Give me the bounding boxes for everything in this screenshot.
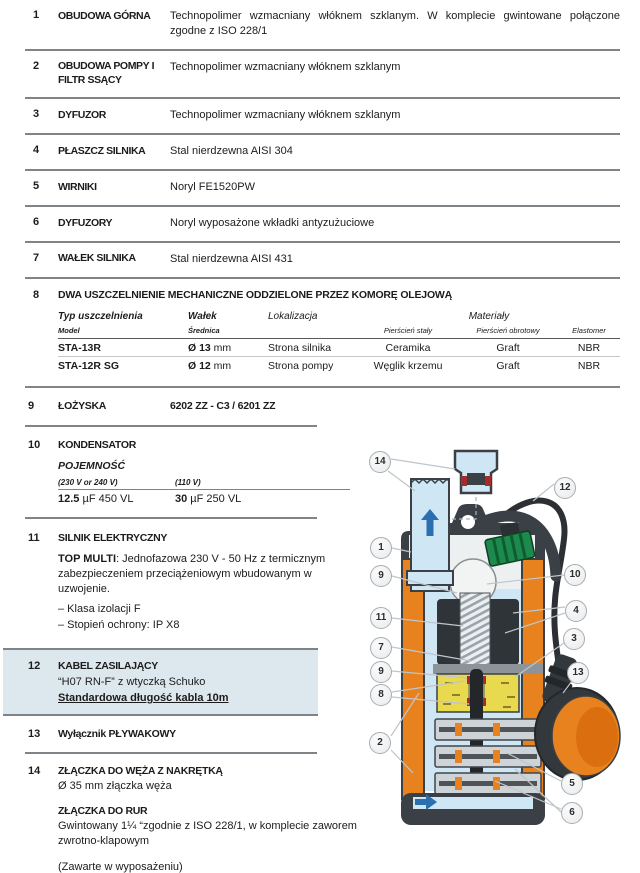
row-number: 6 [33, 216, 40, 228]
row-number: 10 [28, 438, 41, 451]
voltage-header-230: (230 V or 240 V) [58, 477, 118, 487]
capacitor-voltage-headers [58, 478, 350, 490]
diagram-callout-2: 2 [369, 732, 391, 754]
component-description: Noryl FE1520PW [170, 181, 255, 194]
column-header: Typ uszczelnienia [58, 310, 143, 322]
diagram-callout-13: 13 [567, 662, 589, 684]
bearings-row [25, 388, 317, 427]
seal-stationary-ring: Ceramika [385, 341, 431, 354]
motor-row [25, 519, 326, 650]
capacitance-value: 30 [175, 492, 188, 505]
motor-spec-text: : Jednofazowa 230 V - 50 Hz z termicznym zabezpieczeniem przeciążeniowym wbudowanym w uzwojenie. [58, 552, 326, 596]
diagram-callout-1: 1 [370, 537, 392, 559]
motor-description [58, 552, 354, 598]
cable-type: “H07 RN-F” z wtyczką Schuko [58, 676, 206, 689]
seal-rotating-ring: Graft [496, 341, 520, 354]
seal-rotating-ring: Graft [496, 359, 520, 372]
shaft-diameter-unit: mm [210, 341, 232, 354]
row-number: 9 [28, 399, 35, 412]
motor-protection-degree: – Stopień ochrony: IP X8 [58, 619, 180, 632]
row-number: 13 [28, 728, 41, 741]
component-name: KABEL ZASILAJĄCY [58, 660, 159, 673]
column-subheader: Elastomer [572, 325, 606, 335]
seal-shaft-diameter [188, 360, 268, 372]
bearings-value: 6202 ZZ - C3 / 6201 ZZ [170, 399, 276, 412]
component-name: SILNIK ELEKTRYCZNY [58, 531, 168, 544]
seal-location: Strona silnika [268, 341, 332, 354]
spec-row-4 [25, 135, 620, 171]
seal-table-row [58, 357, 620, 374]
spec-row-5 [25, 171, 620, 207]
capacitance-unit: µF 450 VL [79, 492, 134, 505]
spec-row-2 [25, 51, 620, 100]
column-subheader: Średnica [188, 325, 220, 335]
column-subheader: Pierścień obrotowy [476, 325, 540, 335]
row-number: 2 [33, 59, 40, 72]
suction-base [401, 793, 545, 825]
row-number: 3 [33, 108, 40, 121]
capacitor-values [58, 490, 317, 505]
seal-elastomer: NBR [577, 341, 601, 354]
seal-table-header-row [58, 311, 620, 322]
motor-insulation-class: – Klasa izolacji F [58, 603, 141, 616]
component-description: Stal nierdzewna AISI 431 [170, 252, 293, 265]
diagram-callout-3: 3 [563, 628, 585, 650]
pipe-connector-description: Gwintowany 1¼ “zgodnie z ISO 228/1, w komplecie zaworem zwrotno-klapowym [58, 819, 357, 847]
power-cable-highlight [3, 648, 318, 716]
row-number: 11 [28, 531, 40, 544]
component-name: OBUDOWA POMPY I FILTR SSĄCY [58, 60, 155, 86]
component-name: WAŁEK SILNIKA [58, 252, 136, 265]
impeller-stack [435, 719, 541, 794]
float-switch-row [25, 716, 317, 754]
bottom-section [0, 388, 640, 873]
component-name: WIRNIKI [58, 180, 97, 193]
motor-brand: TOP MULTI [58, 552, 117, 565]
component-description: Technopolimer wzmacniany włóknem szklanym. W komplecie gwintowane połączone zgodne z ISO 228/1 [170, 10, 620, 37]
capacitance-unit: µF 250 VL [187, 492, 242, 505]
shaft-diameter-value: Ø 13 [188, 341, 211, 354]
spec-row-6 [25, 207, 620, 243]
component-name: ŁOŻYSKA [58, 399, 107, 412]
discharge-pipe [407, 479, 453, 591]
diagram-callout-4: 4 [565, 600, 587, 622]
column-header: Wałek [188, 310, 217, 322]
diagram-callout-7: 7 [370, 637, 392, 659]
seal-section [25, 279, 620, 388]
seal-model: STA-12R SG [58, 359, 120, 372]
cable-length: Standardowa długość kabla 10m [58, 692, 229, 705]
voltage-header-110: (110 V) [175, 477, 201, 487]
spec-row-1 [25, 0, 620, 51]
row-number: 1 [33, 9, 40, 21]
column-subheader: Model [58, 325, 80, 335]
seal-stationary-ring: Węglik krzemu [373, 359, 443, 372]
seal-section-title: DWA USZCZELNIENIE MECHANICZNE ODDZIELONE PRZEZ KOMORĘ OLEJOWĄ [58, 288, 452, 301]
diagram-callout-10: 10 [564, 564, 586, 586]
hose-connector-title: ZŁĄCZKA DO WĘŻA Z NAKRĘTKĄ [58, 765, 223, 778]
seal-location: Strona pompy [268, 359, 334, 372]
component-name: DYFUZOR [58, 108, 106, 121]
spec-row-3 [25, 99, 620, 135]
capacitor-value-230 [58, 493, 175, 505]
column-header: Lokalizacja [268, 310, 318, 322]
seal-table-row [58, 339, 620, 357]
connectors-row [25, 754, 357, 873]
included-note: (Zawarte w wyposażeniu) [58, 860, 183, 873]
seal-table [58, 311, 620, 374]
row-number: 12 [28, 660, 41, 673]
shaft-diameter-value: Ø 12 [188, 359, 211, 372]
component-name: DYFUZORY [58, 216, 113, 229]
capacitor-value-110 [175, 493, 295, 505]
capacitor-row [25, 427, 317, 519]
component-name: PŁASZCZ SILNIKA [58, 144, 146, 157]
row-number: 5 [33, 180, 40, 193]
seal-model: STA-13R [58, 341, 101, 354]
seal-table-subheader-row [58, 322, 620, 339]
diagram-callout-14: 14 [369, 451, 391, 473]
component-description: Technopolimer wzmacniany włóknem szklanym [170, 60, 401, 73]
pipe-connector-title: ZŁĄCZKA DO RUR [58, 804, 148, 817]
pump-cutaway-diagram [355, 421, 640, 838]
diagram-callout-11: 11 [370, 607, 392, 629]
diagram-callout-6: 6 [561, 802, 583, 824]
diagram-callout-12: 12 [554, 477, 576, 499]
row-number: 4 [33, 144, 40, 157]
diagram-callout-9b: 9 [370, 661, 392, 683]
pump-illustration [355, 421, 640, 838]
seal-elastomer: NBR [577, 359, 601, 372]
left-column [0, 388, 355, 873]
diagram-callout-9: 9 [370, 565, 392, 587]
component-name: Wyłącznik PŁYWAKOWY [58, 728, 176, 741]
component-name: KONDENSATOR [58, 438, 136, 451]
capacitance-value: 12.5 [58, 492, 80, 505]
column-subheader: Pierścień stały [383, 325, 433, 335]
hose-connector-description: Ø 35 mm złączka węża [58, 780, 172, 793]
component-name: OBUDOWA GÓRNA [58, 9, 151, 22]
column-group-header: Materiały [468, 310, 510, 322]
shaft-diameter-unit: mm [210, 359, 232, 372]
seal-shaft-diameter [188, 342, 268, 354]
component-description: Noryl wyposażone wkładki antyzużuciowe [170, 217, 375, 229]
row-number: 14 [28, 765, 41, 778]
row-number: 7 [33, 251, 40, 264]
diagram-callout-8: 8 [370, 684, 392, 706]
row-number: 8 [33, 288, 40, 301]
column-subheader [268, 331, 358, 338]
component-description: Stal nierdzewna AISI 304 [170, 145, 293, 158]
capacity-label: POJEMNOŚĆ [58, 459, 126, 472]
spec-row-7 [25, 243, 620, 279]
component-description: Technopolimer wzmacniany włóknem szklanym [170, 109, 401, 122]
diagram-callout-5: 5 [561, 773, 583, 795]
